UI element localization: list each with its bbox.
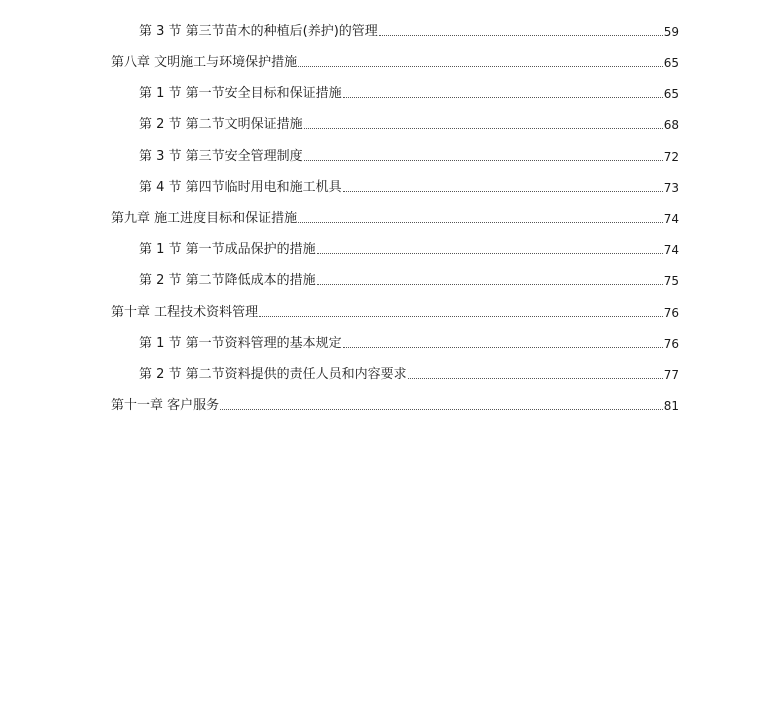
toc-entry[interactable] xyxy=(139,22,679,40)
toc-entry[interactable] xyxy=(139,115,679,133)
toc-entry-title: 第 4 节 第四节临时用电和施工机具 xyxy=(139,180,342,195)
toc-entry[interactable] xyxy=(139,178,679,196)
toc-entry[interactable] xyxy=(139,147,679,165)
toc-entry-page: 76 xyxy=(663,306,679,320)
toc-entry-page: 65 xyxy=(663,56,679,70)
toc-entry-page: 81 xyxy=(663,399,679,413)
toc-entry-title: 第 2 节 第二节资料提供的责任人员和内容要求 xyxy=(139,367,407,382)
toc-dot-leader xyxy=(298,221,663,223)
toc-entry-page: 74 xyxy=(663,243,679,257)
toc-dot-leader xyxy=(379,34,663,36)
toc-dot-leader xyxy=(343,190,663,192)
toc-entry-title: 第 1 节 第一节资料管理的基本规定 xyxy=(139,336,342,351)
toc-entry[interactable] xyxy=(139,240,679,258)
toc-entry-page: 72 xyxy=(663,150,679,164)
toc-entry-title: 第 1 节 第一节成品保护的措施 xyxy=(139,242,316,257)
toc-entry-title: 第 1 节 第一节安全目标和保证措施 xyxy=(139,86,342,101)
toc-entry-title: 第九章 施工进度目标和保证措施 xyxy=(111,211,298,226)
toc-dot-leader xyxy=(317,283,663,285)
toc-entry-page: 65 xyxy=(663,87,679,101)
toc-entry-page: 76 xyxy=(663,337,679,351)
toc-entry-page: 75 xyxy=(663,274,679,288)
toc-dot-leader xyxy=(298,65,663,67)
toc-entry-page: 59 xyxy=(663,25,679,39)
toc-dot-leader xyxy=(304,127,663,129)
toc-entry-title: 第十一章 客户服务 xyxy=(111,398,220,413)
toc-dot-leader xyxy=(408,377,663,379)
toc-entry-page: 68 xyxy=(663,118,679,132)
toc-entry-page: 74 xyxy=(663,212,679,226)
toc-entry[interactable] xyxy=(111,53,679,71)
toc-entry[interactable] xyxy=(139,365,679,383)
toc-dot-leader xyxy=(317,252,663,254)
toc-entry[interactable] xyxy=(139,271,679,289)
toc-dot-leader xyxy=(259,315,663,317)
toc-entry-title: 第 2 节 第二节文明保证措施 xyxy=(139,117,303,132)
toc-entry-title: 第 2 节 第二节降低成本的措施 xyxy=(139,273,316,288)
toc-dot-leader xyxy=(220,408,663,410)
toc-entry[interactable] xyxy=(139,84,679,102)
toc-dot-leader xyxy=(343,346,663,348)
toc-entry-title: 第 3 节 第三节安全管理制度 xyxy=(139,149,303,164)
toc-entry[interactable] xyxy=(111,303,679,321)
toc-entry-page: 73 xyxy=(663,181,679,195)
toc-entry-title: 第八章 文明施工与环境保护措施 xyxy=(111,55,298,70)
toc-entry-page: 77 xyxy=(663,368,679,382)
toc-entry-title: 第十章 工程技术资料管理 xyxy=(111,305,259,320)
toc-entry[interactable] xyxy=(111,209,679,227)
toc-dot-leader xyxy=(343,96,663,98)
toc-entry[interactable] xyxy=(111,396,679,414)
toc-entry[interactable] xyxy=(139,334,679,352)
toc-dot-leader xyxy=(304,159,663,161)
toc-entry-title: 第 3 节 第三节苗木的种植后(养护)的管理 xyxy=(139,24,378,39)
